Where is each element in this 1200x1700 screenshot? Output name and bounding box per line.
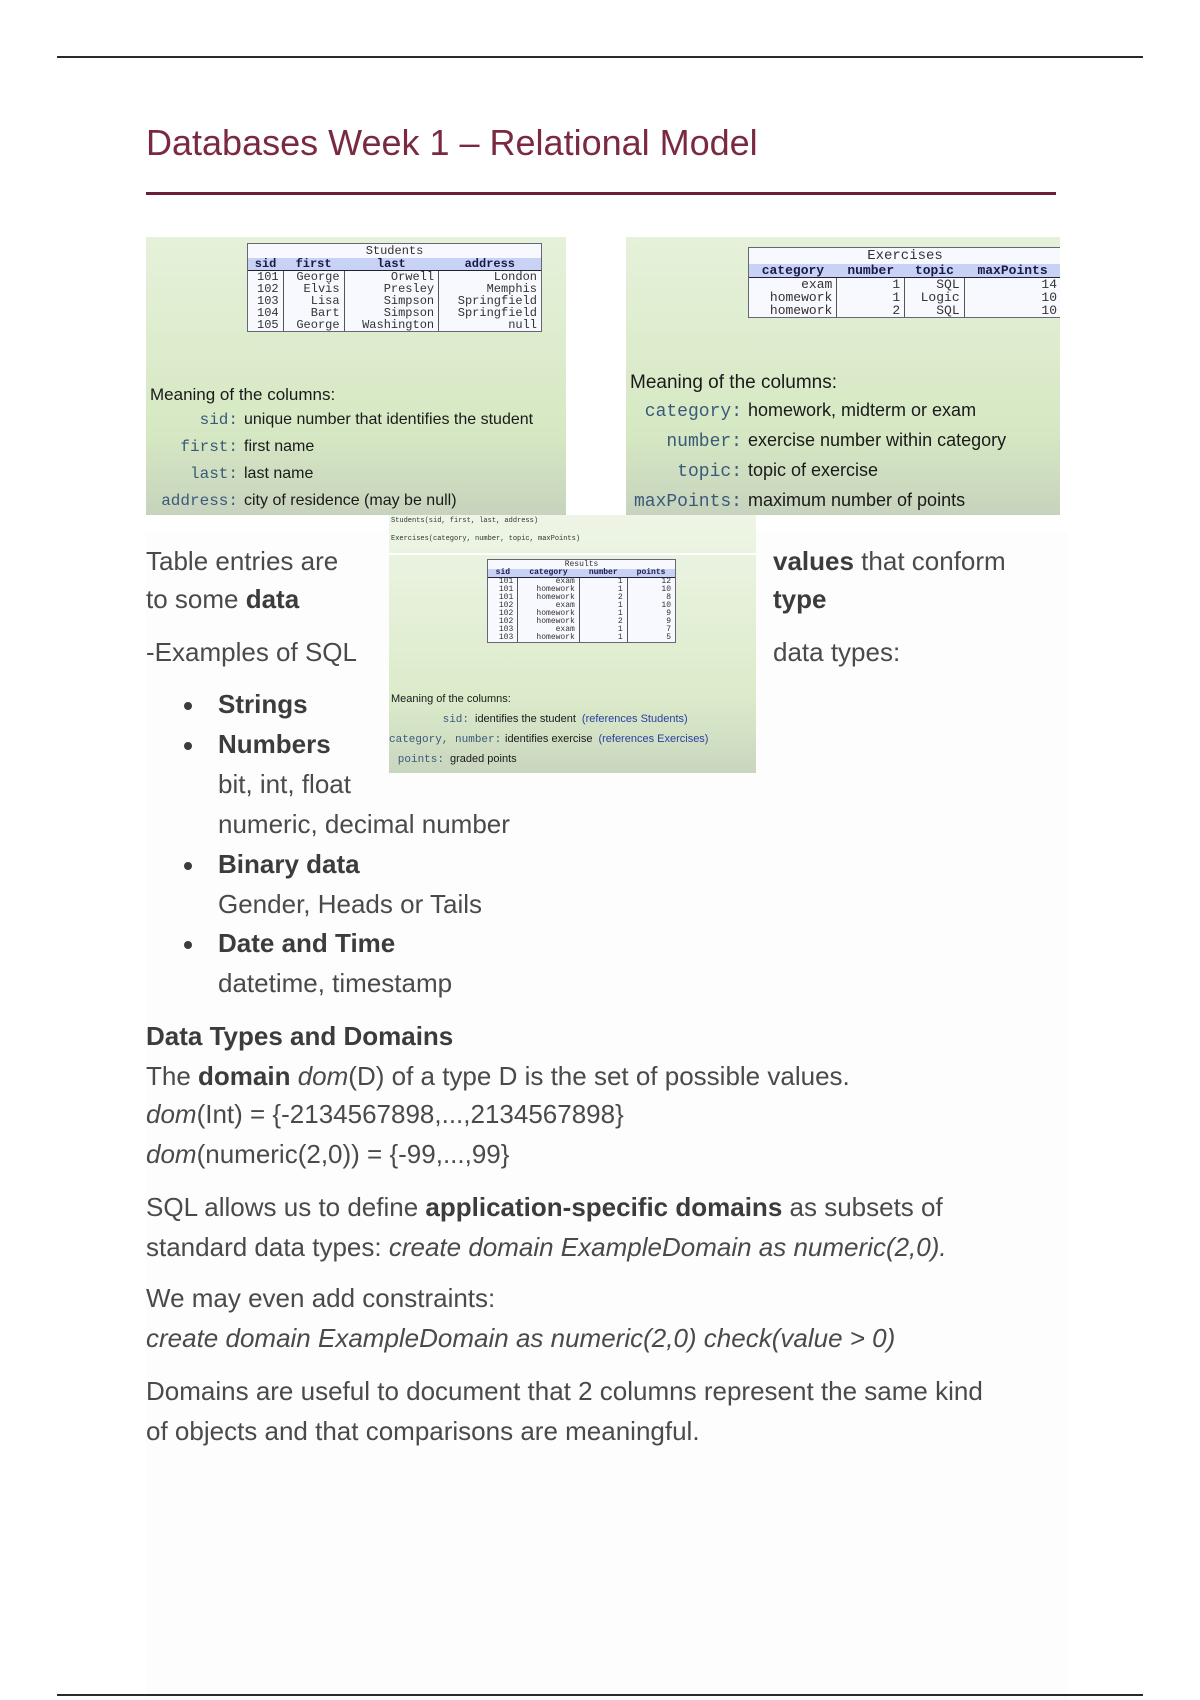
results-cell: 101 [488, 594, 518, 602]
exercises-cell: 10 [1041, 290, 1057, 305]
results-row [488, 618, 675, 626]
bullet-date-time-sub-1: datetime, timestamp [218, 968, 453, 998]
exercises-meaning-row [626, 400, 976, 422]
exercises-meaning-key: number: [666, 432, 742, 452]
students-row [248, 319, 541, 331]
results-cell: 1 [579, 602, 627, 610]
exercises-cell: exam [749, 278, 837, 292]
results-divider [389, 553, 756, 555]
results-cell: 102 [488, 618, 518, 626]
students-cell: Washington [344, 319, 439, 331]
results-cell: 8 [666, 593, 671, 602]
results-cell: 1 [579, 578, 627, 587]
body-line-1-right [773, 546, 1006, 577]
results-meaning-value: identifies exercise [505, 733, 593, 745]
results-row [488, 578, 675, 587]
exercises-col-header: number [837, 264, 905, 278]
exercises-cell: 14 [1041, 277, 1057, 292]
results-meaning-ref: (references Students) [581, 713, 688, 725]
body-line-1-left: Table entries are [146, 546, 339, 576]
body-line-2-left [146, 584, 299, 615]
exercises-meaning-key: category: [644, 402, 742, 422]
results-cell: homework [518, 594, 580, 602]
students-cell: 101 [248, 271, 283, 284]
results-cell: 10 [661, 585, 671, 594]
students-cell: null [508, 318, 537, 332]
results-col-header: sid [488, 569, 518, 578]
exercises-cell: 1 [837, 278, 905, 292]
conform-text: that conform [853, 546, 1006, 576]
exercises-table [748, 247, 1060, 318]
bullet-strings: Strings [218, 689, 308, 719]
results-meaning-key: sid: [442, 714, 469, 726]
exercises-col-header: topic [905, 264, 964, 278]
constraints-line: We may even add constraints: [146, 1283, 496, 1313]
results-cell: 5 [666, 633, 671, 642]
results-col-header: number [579, 569, 627, 578]
bullet-binary-data: Binary data [218, 849, 360, 879]
exercises-slide-image [626, 237, 1060, 515]
body-line-3-left: -Examples of SQL [146, 637, 357, 667]
students-cell: George [283, 319, 344, 331]
std-types-line [146, 1232, 947, 1263]
results-meaning-ref: (references Exercises) [598, 733, 709, 745]
exercises-meaning-value: exercise number within category [748, 430, 1007, 450]
results-row [488, 626, 675, 634]
domain-def-pre: The [146, 1061, 199, 1091]
values-bold: values [773, 546, 854, 576]
students-meaning-heading: Meaning of the columns: [150, 385, 336, 404]
exercises-row [749, 278, 1060, 292]
exercises-cell: 1 [837, 291, 905, 304]
results-meaning-value: graded points [450, 753, 517, 765]
students-cell: 105 [248, 319, 283, 331]
create-domain-italic: create domain ExampleDomain as numeric(2,0). [388, 1232, 947, 1262]
type-bold: type [773, 584, 827, 614]
bullet-date-time: Date and Time [218, 928, 396, 958]
exercises-cell: homework [749, 291, 837, 304]
results-meaning-key: points: [397, 754, 444, 766]
dom-italic: dom [290, 1061, 349, 1091]
students-col-header: sid [248, 258, 283, 271]
exercises-cell: Logic [905, 291, 964, 304]
results-cell: 101 [488, 578, 518, 587]
students-cell: Simpson [344, 295, 439, 307]
students-cell: Bart [283, 307, 344, 319]
dom-italic: dom [146, 1139, 197, 1169]
students-cell: Simpson [344, 307, 439, 319]
sql-allows-line [146, 1192, 943, 1223]
exercises-col-header: maxPoints [964, 264, 1060, 278]
exercises-table-caption: Exercises [867, 248, 943, 264]
exercises-cell: 10 [1041, 303, 1057, 318]
bullet-dot [184, 742, 192, 750]
students-cell: Presley [344, 283, 439, 295]
students-cell: George [283, 271, 344, 284]
students-col-header: last [344, 258, 439, 271]
exercises-row [749, 304, 1060, 317]
page-title: Databases Week 1 – Relational Model [146, 122, 758, 163]
bullet-dot [184, 702, 192, 710]
results-cell: 1 [579, 626, 627, 634]
exercises-col-header: category [749, 264, 837, 278]
useful-line-2: of objects and that comparisons are meaningful. [146, 1416, 700, 1446]
app-specific-bold: application-specific domains [425, 1192, 783, 1222]
results-cell: homework [518, 618, 580, 626]
bullet-binary-sub-1: Gender, Heads or Tails [218, 889, 482, 919]
results-cell: exam [518, 578, 580, 587]
bullet-dot [184, 862, 192, 870]
sql-allows-pre: SQL allows us to define [146, 1192, 426, 1222]
results-meaning-sid [389, 713, 688, 726]
results-row [488, 602, 675, 610]
results-schema-line-1: Students(sid, first, last, address) [391, 517, 539, 525]
results-cell: 103 [488, 626, 518, 634]
students-cell: Springfield [457, 294, 537, 308]
results-cell: homework [518, 586, 580, 594]
results-meaning-key: category, number: [389, 734, 502, 746]
results-cell: 10 [661, 601, 671, 610]
results-cell: 9 [666, 617, 671, 626]
results-slide-image [389, 515, 756, 773]
students-table-caption: Students [365, 244, 424, 258]
students-cell: Memphis [486, 282, 537, 296]
sql-allows-post: as subsets of [782, 1192, 943, 1222]
bullet-dot [184, 941, 192, 949]
students-cell: 103 [248, 295, 283, 307]
results-row [488, 634, 675, 642]
results-meaning-points [389, 753, 517, 766]
students-col-header: first [283, 258, 344, 271]
to-some-text: to some [146, 584, 246, 614]
results-cell: 1 [579, 610, 627, 618]
exercises-meaning-key: topic: [677, 462, 742, 482]
students-meaning-value: last name [244, 465, 314, 482]
results-cell: 103 [488, 634, 518, 642]
students-meaning-value: unique number that identifies the student [244, 411, 534, 428]
dom-int-rest: (Int) = {-2134567898,...,2134567898} [196, 1099, 624, 1129]
results-cell: homework [518, 634, 580, 642]
results-row [488, 594, 675, 602]
results-table [487, 559, 676, 643]
results-cell: exam [518, 602, 580, 610]
dom-italic: dom [146, 1099, 197, 1129]
students-slide-image [146, 237, 566, 515]
exercises-cell: 2 [837, 304, 905, 317]
results-cell: 102 [488, 602, 518, 610]
domains-heading: Data Types and Domains [146, 1021, 454, 1051]
results-cell: 1 [579, 634, 627, 642]
results-row [488, 610, 675, 618]
bullet-numbers: Numbers [218, 729, 331, 759]
domain-definition [146, 1061, 850, 1092]
students-meaning-row [146, 492, 457, 510]
students-meaning-row [146, 411, 533, 429]
dom-num-rest: (numeric(2,0)) = {-99,...,99} [196, 1139, 510, 1169]
results-cell: 9 [666, 609, 671, 618]
students-cell: Orwell [344, 271, 439, 284]
exercises-meaning-heading: Meaning of the columns: [630, 372, 838, 393]
dom-numeric-line [146, 1139, 509, 1170]
students-col-header: address [439, 258, 541, 271]
exercises-cell: homework [749, 304, 837, 317]
results-cell: 7 [666, 625, 671, 634]
students-table [247, 243, 542, 332]
results-cell: 102 [488, 610, 518, 618]
students-meaning-value: city of residence (may be null) [244, 492, 457, 509]
exercises-meaning-value: maximum number of points [748, 490, 966, 510]
bullet-numbers-sub-2: numeric, decimal number [218, 809, 510, 839]
title-underline [146, 192, 1056, 195]
students-meaning-key: first: [180, 438, 238, 456]
students-cell: 102 [248, 283, 283, 295]
exercises-meaning-value: homework, midterm or exam [748, 400, 977, 420]
students-cell: London [493, 270, 537, 284]
results-meaning-heading: Meaning of the columns: [391, 693, 511, 705]
results-cell: 1 [579, 586, 627, 594]
useful-line-1: Domains are useful to document that 2 columns represent the same kind [146, 1376, 983, 1406]
students-meaning-key: last: [189, 465, 238, 483]
results-col-header: points [627, 569, 675, 578]
bullet-numbers-sub-1: bit, int, float [218, 769, 351, 799]
exercises-meaning-key: maxPoints: [633, 492, 742, 512]
domain-bold: domain [198, 1061, 291, 1091]
results-cell: 101 [488, 586, 518, 594]
results-cell: homework [518, 610, 580, 618]
results-col-header: category [518, 569, 580, 578]
students-meaning-key: address: [161, 492, 238, 510]
students-meaning-key: sid: [199, 411, 238, 429]
exercises-cell: SQL [905, 278, 964, 292]
constraints-code-line [146, 1323, 895, 1354]
exercises-meaning-row [626, 460, 878, 482]
results-schema-line-2: Exercises(category, number, topic, maxPoints) [391, 535, 581, 543]
body-line-3-right: data types: [773, 637, 901, 667]
results-cell: exam [518, 626, 580, 634]
results-meaning-value: identifies the student [475, 713, 576, 725]
data-bold: data [245, 584, 300, 614]
students-cell: Lisa [283, 295, 344, 307]
students-cell: Elvis [283, 283, 344, 295]
students-meaning-value: first name [244, 438, 315, 455]
top-rule [57, 56, 1143, 58]
body-line-2-right [773, 584, 826, 615]
students-meaning-row [146, 438, 314, 456]
results-meaning-category [389, 733, 708, 746]
exercises-meaning-row [626, 430, 1006, 452]
exercises-meaning-value: topic of exercise [748, 460, 879, 480]
results-cell: 2 [579, 618, 627, 626]
results-cell: 2 [579, 594, 627, 602]
students-meaning-row [146, 465, 313, 483]
bottom-rule [57, 1694, 1143, 1696]
students-cell: 104 [248, 307, 283, 319]
students-cell: Springfield [457, 306, 537, 320]
constraints-code-italic: create domain ExampleDomain as numeric(2,0) check(value > 0) [146, 1323, 896, 1353]
results-table-caption: Results [564, 560, 599, 569]
results-row [488, 586, 675, 594]
exercises-meaning-row [626, 490, 965, 512]
std-types-pre: standard data types: [146, 1232, 389, 1262]
dom-int-line [146, 1099, 624, 1130]
domain-def-post: (D) of a type D is the set of possible values. [348, 1061, 850, 1091]
results-cell: 12 [661, 577, 671, 586]
exercises-cell: SQL [905, 304, 964, 317]
